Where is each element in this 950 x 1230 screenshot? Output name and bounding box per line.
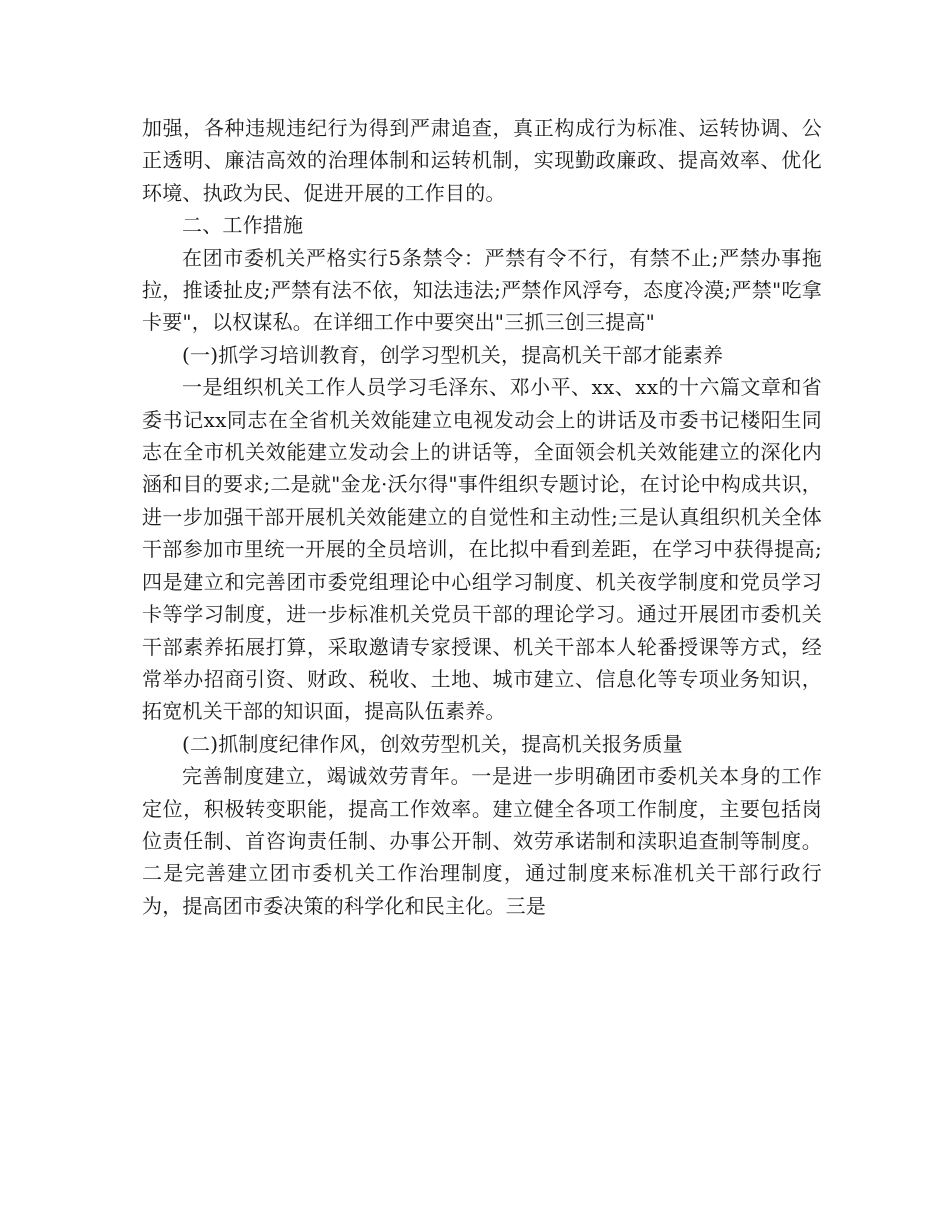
subheading-system-discipline: (二)抓制度纪律作风，创效劳型机关，提高机关报务质量 — [182, 731, 683, 756]
subheading-study-training: (一)抓学习培训教育，创学习型机关，提高机关干部才能素养 — [182, 342, 724, 367]
paragraph-study-details: 一是组织机关工作人员学习毛泽东、邓小平、xx、xx的十六篇文章和省委书记xx同志在全省机关效能建立电视发动会上的讲话及市委书记楼阳生同志在全市机关效能建立发动会上的讲话等，全面领会机关效能建立的深化内涵和目的要求;二是就"金龙·沃尔得"事件组织专题讨论，在讨论中构成共识，进一步加强干部开展机关效能建立的自觉性和主动性;三是认真组织机关全体干部参加市里统一开展的全员培训，在比拟中看到差距，在学习中获得提高;四是建立和完善团市委党组理论中心组学习制度、机关夜学制度和党员学习卡等学习制度，进一步标准机关党员干部的理论学习。通过开展团市委机关干部素养拓展打算，采取邀请专家授课、机关干部本人轮番授课等方式，经常举办招商引资、财政、税收、土地、城市建立、信息化等专项业务知识，拓宽机关干部的知识面，提高队伍素养。 — [142, 375, 822, 724]
paragraph-continuation: 加强，各种违规违纪行为得到严肃追查，真正构成行为标准、运转协调、公正透明、廉洁高效的治理体制和运转机制，实现勤政廉政、提高效率、优化环境、执政为民、促进开展的工作目的。 — [142, 116, 822, 205]
document-page — [142, 112, 822, 922]
section-heading-work-measures: 二、工作措施 — [182, 213, 304, 238]
paragraph-five-prohibitions: 在团市委机关严格实行5条禁令：严禁有令不行，有禁不止;严禁办事拖拉，推诿扯皮;严禁有法不依，知法违法;严禁作风浮夸，态度冷漠;严禁"吃拿卡要"，以权谋私。在详细工作中要突出"三抓三创三提高" — [142, 245, 822, 335]
paragraph-system-details: 完善制度建立，竭诚效劳青年。一是进一步明确团市委机关本身的工作定位，积极转变职能，提高工作效率。建立健全各项工作制度，主要包括岗位责任制、首咨询责任制、办事公开制、效劳承诺制和渎职追查制等制度。二是完善建立团市委机关工作治理制度，通过制度来标准机关干部行政行为，提高团市委决策的科学化和民主化。三是 — [142, 764, 822, 918]
